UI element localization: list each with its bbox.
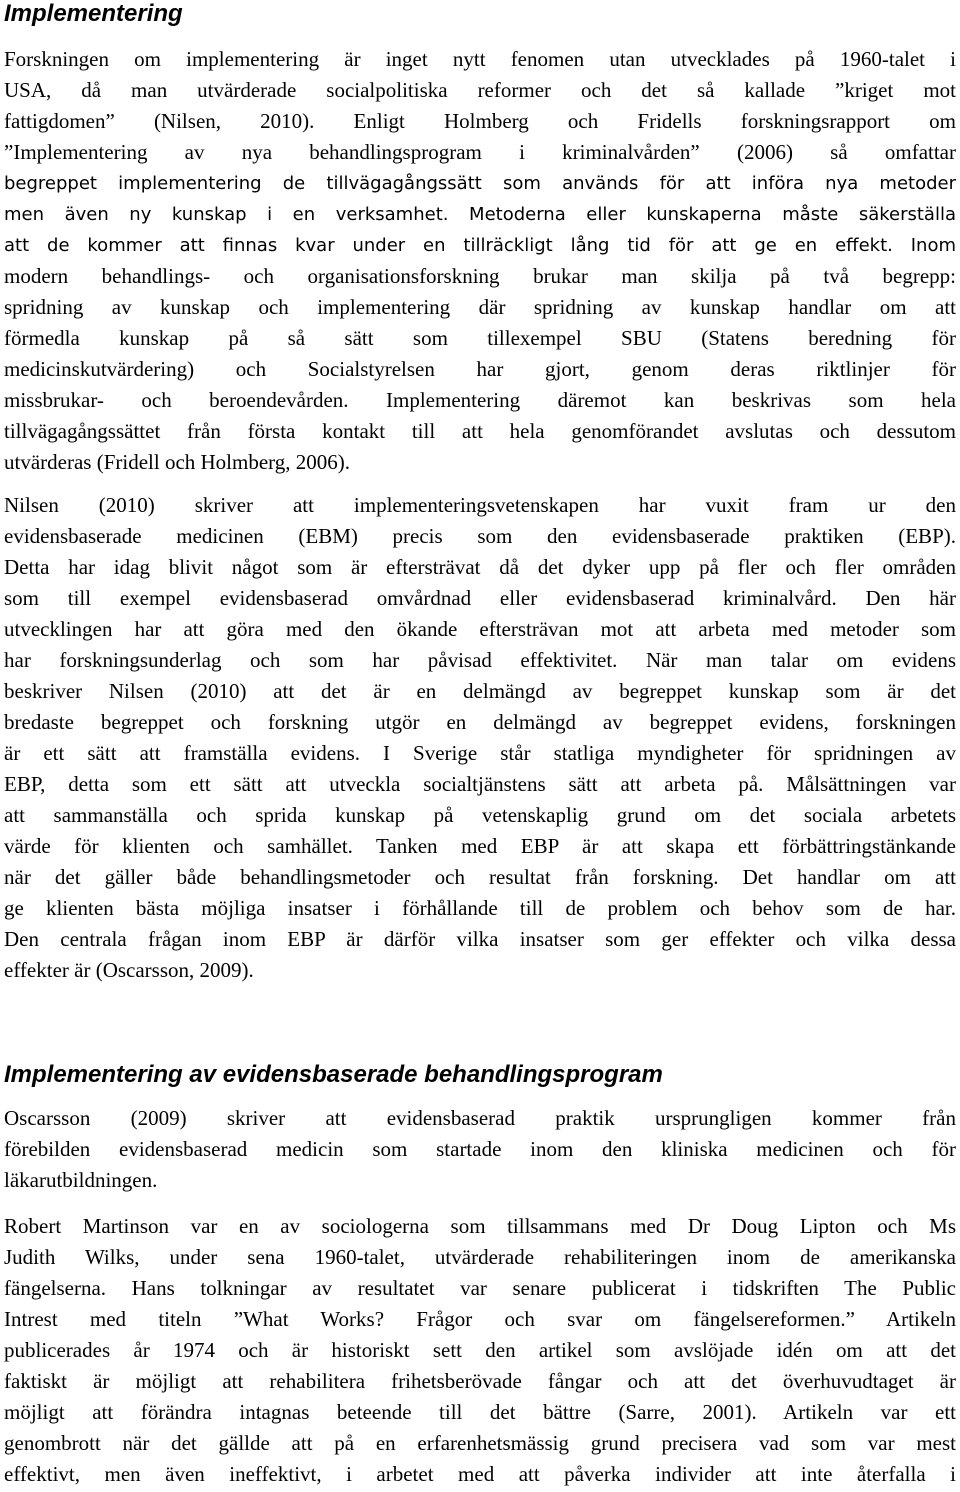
text-line: Robert Martinson var en av sociologerna som tillsammans med Dr Doug Lipton och Ms: [4, 1214, 956, 1238]
text-line: EBP, detta som ett sätt att utveckla socialtjänstens sätt att arbeta på. Målsättningen var: [4, 772, 956, 796]
paragraph-oscarsson: [4, 1103, 956, 1196]
text-line: förmedla kunskap på så sätt som tillexempel SBU (Statens beredning för: [4, 326, 956, 350]
text-line: effekter är (Oscarsson, 2009).: [4, 958, 254, 982]
text-line: spridning av kunskap och implementering där spridning av kunskap handlar om att: [4, 295, 956, 319]
text-line: är ett sätt att framställa evidens. I Sverige står statliga myndigheter för spridningen av: [4, 741, 956, 765]
text-line: begreppet implementering de tillvägagångssätt som används för att införa nya metoder: [4, 173, 956, 194]
text-line: publicerades år 1974 och är historiskt sett den artikel som avslöjade idén om att det: [4, 1338, 956, 1362]
text-line: evidensbaserade medicinen (EBM) precis som den evidensbaserade praktiken (EBP).: [4, 524, 956, 548]
text-line: missbrukar- och beroendevården. Implementering däremot kan beskrivas som hela: [4, 388, 956, 412]
text-line: ge klienten bästa möjliga insatser i förhållande till de problem och behov som de har.: [4, 896, 956, 920]
section-heading-implementering: Implementering: [4, 0, 183, 27]
text-line: förebilden evidensbaserad medicin som startade inom den kliniska medicinen och för: [4, 1137, 956, 1161]
text-line: genombrott när det gällde att på en erfarenhetsmässig grund precisera vad som var mest: [4, 1431, 956, 1455]
text-line: fattigdomen” (Nilsen, 2010). Enligt Holmberg och Fridells forskningsrapport om: [4, 109, 956, 133]
text-line: men även ny kunskap i en verksamhet. Metoderna eller kunskaperna måste säkerställa: [4, 204, 956, 225]
text-line: effektivt, men även ineffektivt, i arbetet med att påverka individer att inte återfalla i: [4, 1462, 956, 1486]
text-line: som till exempel evidensbaserad omvårdnad eller evidensbaserad kriminalvård. Den här: [4, 586, 956, 610]
text-line: Judith Wilks, under sena 1960-talet, utvärderade rehabiliteringen inom de amerikanska: [4, 1245, 956, 1269]
paragraph-nilsen-ebp: [4, 490, 956, 986]
text-line: att sammanställa och sprida kunskap på vetenskaplig grund om det sociala arbetets: [4, 803, 956, 827]
text-line: när det gäller både behandlingsmetoder och resultat från forskning. Det handlar om att: [4, 865, 956, 889]
text-line: medicinskutvärdering) och Socialstyrelsen har gjort, genom deras riktlinjer för: [4, 357, 956, 381]
text-line: tillvägagångssättet från första kontakt till att hela genomförandet avslutas och dessutom: [4, 419, 956, 443]
text-line: faktiskt är möjligt att rehabilitera frihetsberövade fångar och att det överhuvudtaget är: [4, 1369, 956, 1393]
text-line: bredaste begreppet och forskning utgör en delmängd av begreppet evidens, forskningen: [4, 710, 956, 734]
text-line: Forskningen om implementering är inget nytt fenomen utan utvecklades på 1960-talet i: [4, 47, 956, 71]
text-line: USA, då man utvärderade socialpolitiska reformer och det så kallade ”kriget mot: [4, 78, 956, 102]
paragraph-martinson: [4, 1211, 956, 1490]
text-line: modern behandlings- och organisationsforskning brukar man skilja på två begrepp:: [4, 264, 956, 288]
text-line: utvecklingen har att göra med den ökande eftersträvan mot att arbeta med metoder som: [4, 617, 956, 641]
text-line: beskriver Nilsen (2010) att det är en delmängd av begreppet kunskap som är det: [4, 679, 956, 703]
text-line: Detta har idag blivit något som är eftersträvat då det dyker upp på fler och fler områden: [4, 555, 956, 579]
section-heading-evidensbaserade-program: Implementering av evidensbaserade behandlingsprogram: [4, 1061, 663, 1088]
text-line: värde för klienten och samhället. Tanken med EBP är att skapa ett förbättringstänkande: [4, 834, 956, 858]
text-line: ”Implementering av nya behandlingsprogram i kriminalvården” (2006) så omfattar: [4, 140, 956, 164]
text-line: utvärderas (Fridell och Holmberg, 2006).: [4, 450, 351, 474]
text-line: läkarutbildningen.: [4, 1168, 158, 1192]
text-line: Den centrala frågan inom EBP är därför vilka insatser som ger effekter och vilka dessa: [4, 927, 956, 951]
text-line: Nilsen (2010) skriver att implementeringsvetenskapen har vuxit fram ur den: [4, 493, 956, 517]
text-line: Oscarsson (2009) skriver att evidensbaserad praktik ursprungligen kommer från: [4, 1106, 956, 1130]
text-line: möjligt att förändra intagnas beteende till det bättre (Sarre, 2001). Artikeln var ett: [4, 1400, 956, 1424]
paragraph-implementering-intro: [4, 44, 956, 478]
text-line: att de kommer att finnas kvar under en tillräckligt lång tid för att ge en effekt. Inom: [4, 235, 956, 256]
text-line: fängelserna. Hans tolkningar av resultatet var senare publicerat i tidskriften The Public: [4, 1276, 956, 1300]
text-line: Intrest med titeln ”What Works? Frågor och svar om fängelsereformen.” Artikeln: [4, 1307, 956, 1331]
text-line: har forskningsunderlag och som har påvisad effektivitet. När man talar om evidens: [4, 648, 956, 672]
